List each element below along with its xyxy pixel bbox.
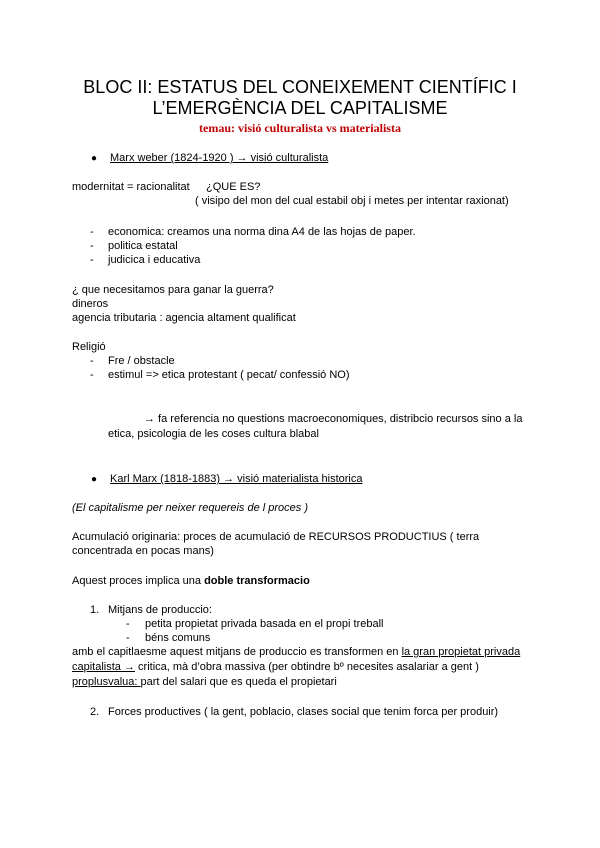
page-title-line-1: BLOC II: ESTATUS DEL CONEIXEMENT CIENTÍFIC I <box>83 77 517 97</box>
doble-transformacio-line <box>72 575 310 587</box>
list-item: estimul => etica protestant ( pecat/ confessió NO) <box>108 369 350 381</box>
dash-icon: - <box>90 254 94 266</box>
question-text: ¿ que necesitamos para ganar la guerra? <box>72 284 274 296</box>
number-2: 2. <box>90 706 100 718</box>
plusvalua-rest: part del salari que es queda el propietari <box>140 676 337 688</box>
mitjans-heading: Mitjans de produccio: <box>108 604 212 616</box>
dineros-text: dineros <box>72 298 109 310</box>
bullet-marx: Karl Marx (1818-1883) → visió materialista historica <box>110 473 363 485</box>
que-es-text: ¿QUE ES? <box>206 181 261 193</box>
dash-icon: - <box>126 618 130 630</box>
plusvalua-underline: proplusvalua: <box>72 676 141 688</box>
dash-icon: - <box>90 355 94 367</box>
list-item: béns comuns <box>145 632 211 644</box>
amb-pre: amb el capitlaesme aquest mitjans de produccio es transformen en <box>72 646 402 658</box>
plusvalua-line <box>72 676 337 688</box>
amb-line-2 <box>72 661 479 673</box>
visipo-text: ( visipo del mon del cual estabil obj i metes per intentar raxionat) <box>195 195 509 207</box>
dash-icon: - <box>90 369 94 381</box>
agencia-text: agencia tributaria : agencia altament qualificat <box>72 312 296 324</box>
page-subtitle: temau: visió culturalista vs materialista <box>199 121 401 135</box>
bullet-icon: ● <box>91 474 98 485</box>
capitalista-rest: critica, mà d’obra massiva (per obtindre bº necesites asalariar a gent ) <box>134 661 479 673</box>
religio-heading: Religió <box>72 341 106 353</box>
acumulacio-line-2: concentrada en pocas mans) <box>72 545 214 557</box>
doble-pre: Aquest proces implica una <box>72 575 205 587</box>
dash-icon: - <box>90 226 94 238</box>
acumulacio-line-1: Acumulació originaria: proces de acumulació de RECURSOS PRODUCTIUS ( terra <box>72 531 480 543</box>
page-title-line-2: L’EMERGÈNCIA DEL CAPITALISME <box>152 98 448 118</box>
modernitat-text: modernitat = racionalitat <box>72 181 190 193</box>
list-item: petita propietat privada basada en el propi treball <box>145 618 384 630</box>
dash-icon: - <box>126 632 130 644</box>
amb-underline: la gran propietat privada <box>401 646 521 658</box>
fa-referencia-line-1: → fa referencia no questions macroeconomiques, distribcio recursos sino a la <box>144 413 523 425</box>
dash-icon: - <box>90 240 94 252</box>
list-item: Fre / obstacle <box>108 355 175 367</box>
fa-referencia-line-2: etica, psicologia de les coses cultura blabal <box>108 428 319 440</box>
list-item: judicica i educativa <box>108 254 201 266</box>
bullet-weber: Marx weber (1824-1920 ) → visió culturalista <box>110 152 329 164</box>
capitalista-underline: capitalista → <box>72 661 135 673</box>
amb-line-1 <box>72 646 520 658</box>
italic-note: (El capitalisme per neixer requereis de l proces ) <box>72 502 308 514</box>
forces-productives: Forces productives ( la gent, poblacio, clases social que tenim forca per produir) <box>108 706 499 718</box>
bullet-icon: ● <box>91 153 98 164</box>
doble-bold: doble transformacio <box>204 575 310 587</box>
list-item: economica: creamos una norma dina A4 de las hojas de paper. <box>108 226 416 238</box>
number-1: 1. <box>90 604 100 616</box>
list-item: politica estatal <box>108 240 178 252</box>
